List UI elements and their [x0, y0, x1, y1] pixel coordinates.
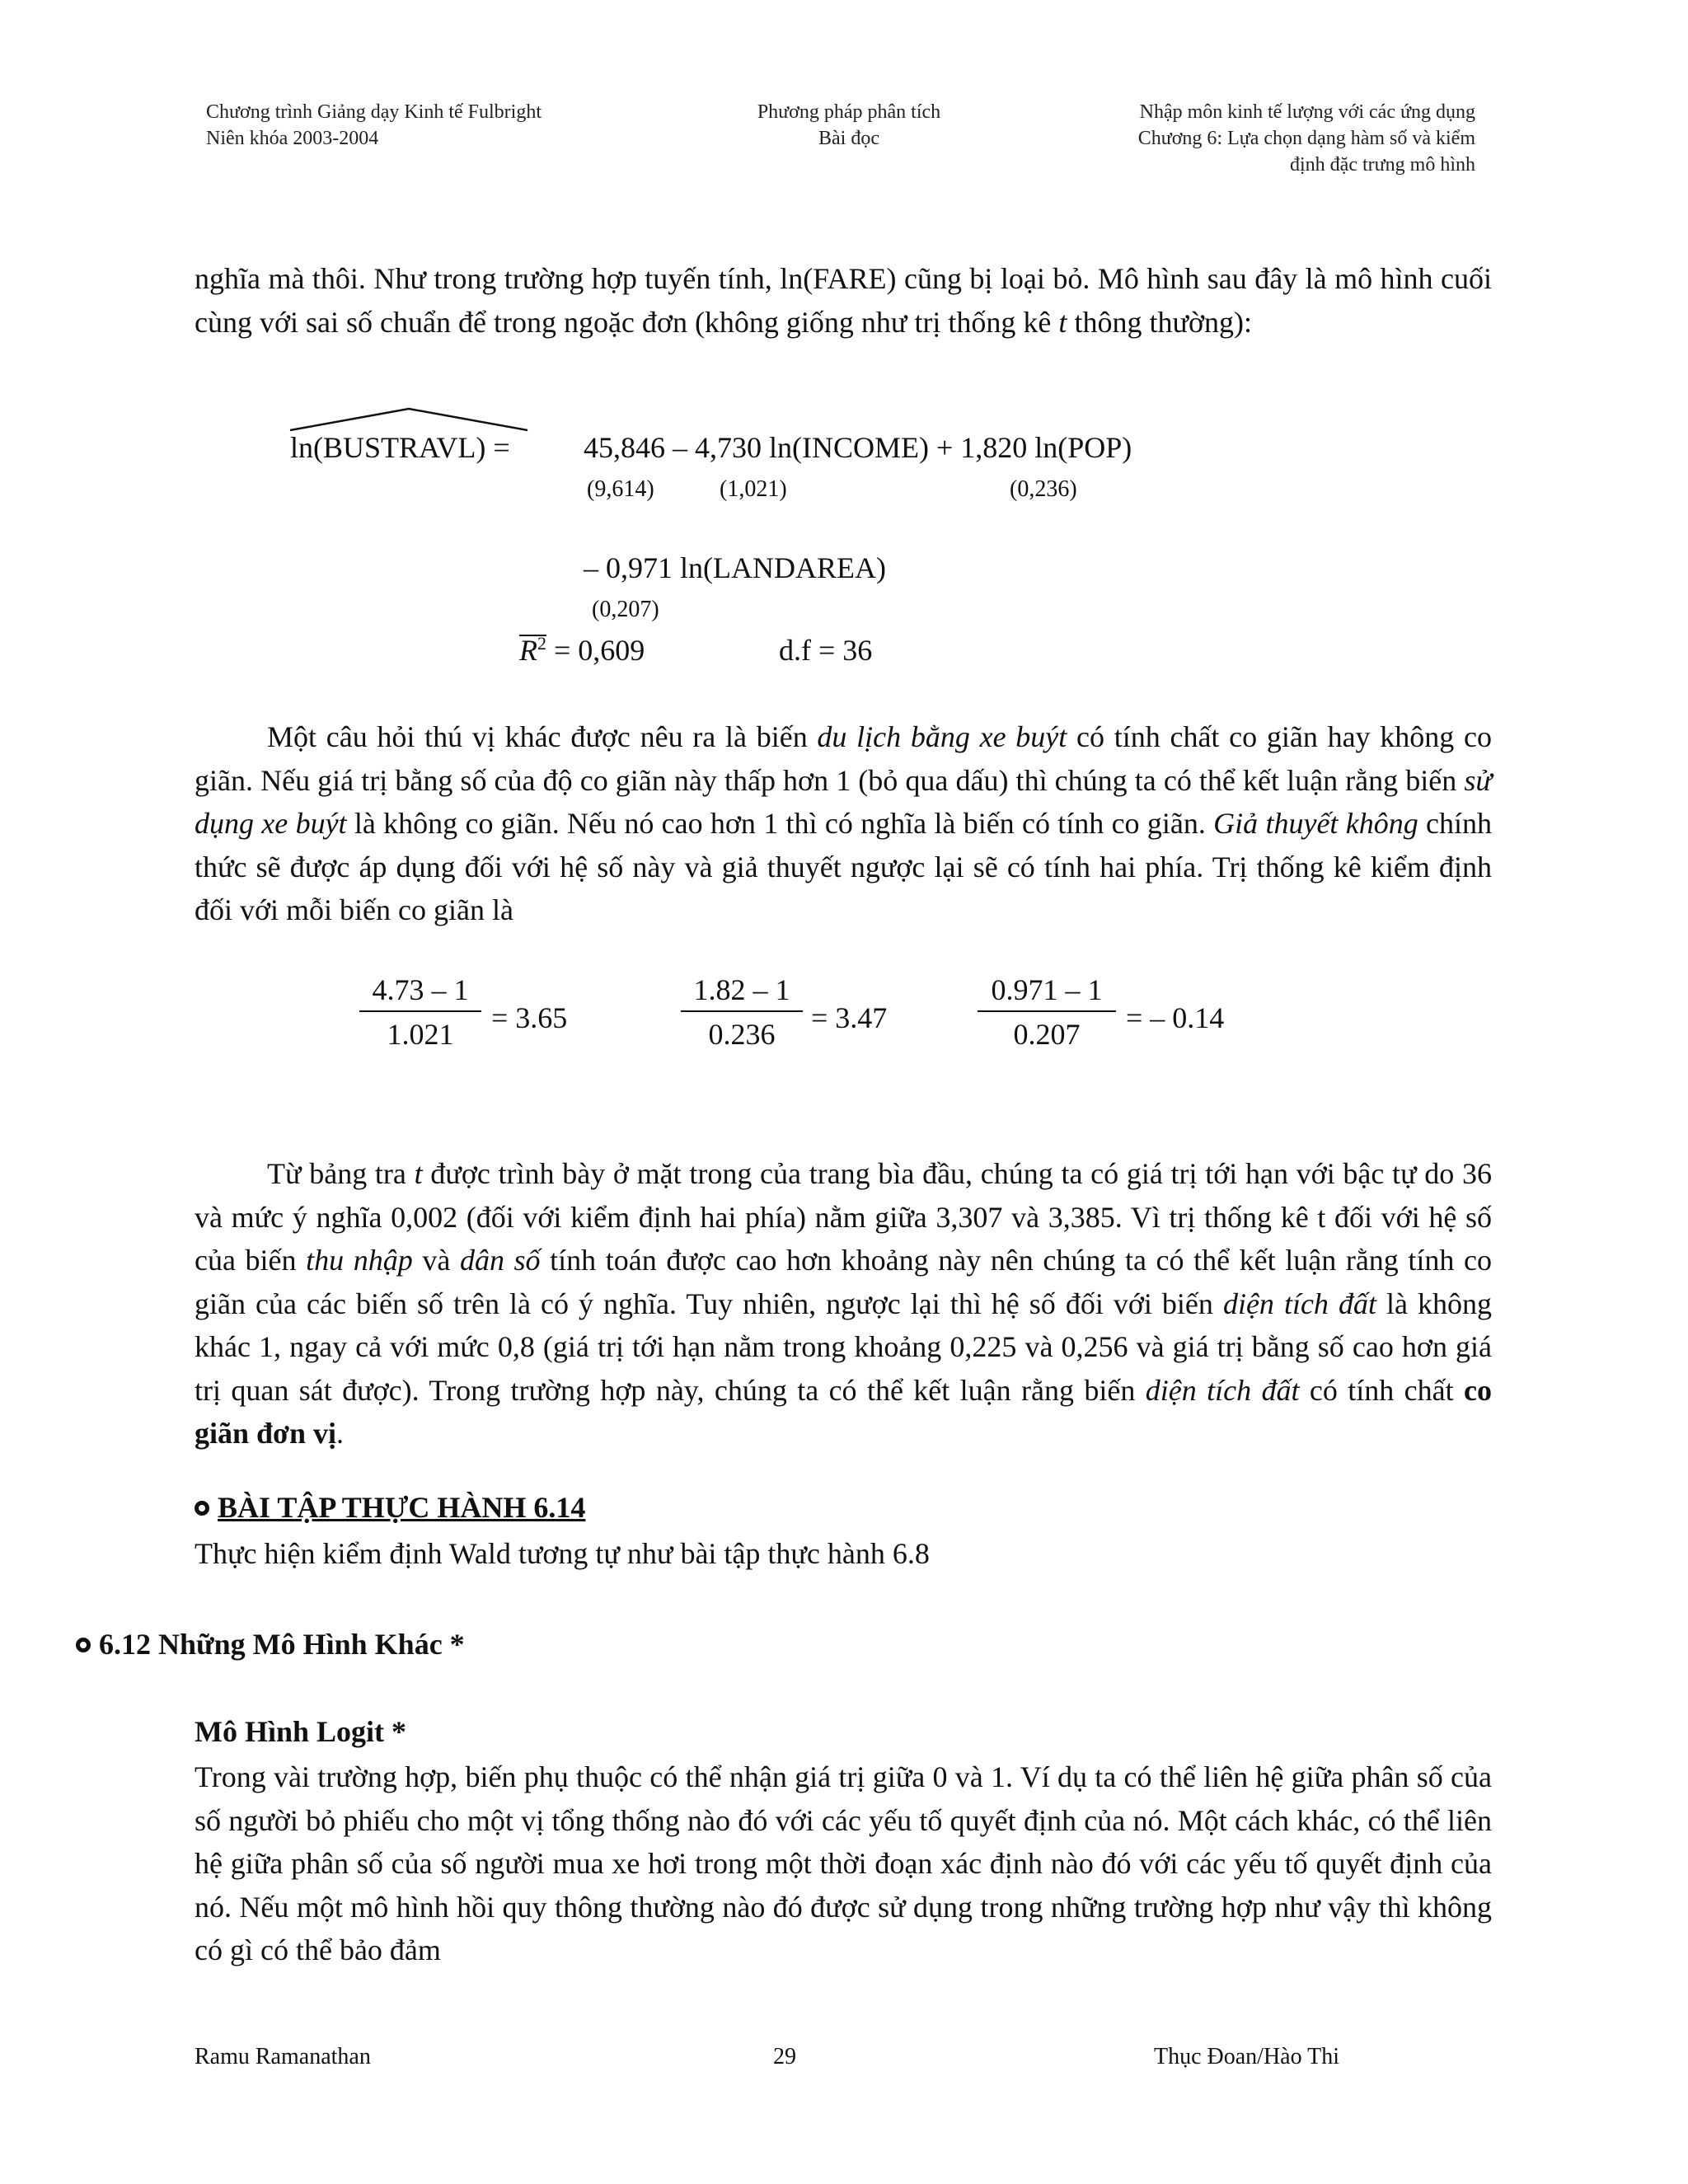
para2-c: có tính chất co giãn hay không co giãn. Nếu giá trị bằng số của độ co giãn này thấp hơn 1 (bỏ qua dấu) thì chúng ta có thể kết luận rằng biến [195, 720, 1492, 797]
fraction-bar [978, 1010, 1116, 1012]
fraction-income-result: = 3.65 [491, 1001, 568, 1034]
intro-paragraph [195, 257, 1492, 344]
footer-author: Ramu Ramanathan [195, 2044, 371, 2069]
bullet-icon [76, 1638, 91, 1652]
fraction-landarea-denominator: 0.207 [1013, 1018, 1081, 1051]
para3-d: thu nhập [306, 1244, 413, 1277]
critical-value-paragraph [195, 1152, 1492, 1455]
hat-symbol [288, 405, 529, 432]
equation-lhs: ln(BUSTRAVL) = [290, 431, 510, 464]
para2-a: Một câu hỏi thú vị khác được nêu ra là biến [267, 720, 818, 753]
equation-rhs-line1: 45,846 – 4,730 ln(INCOME) + 1,820 ln(POP) [584, 431, 1132, 464]
para2-e: là không co giãn. Nếu nó cao hơn 1 thì có nghĩa là biến có tính co giãn. [346, 807, 1214, 840]
section-heading [76, 1627, 465, 1661]
para3-b: t [414, 1157, 423, 1190]
intro-text-a: nghĩa mà thôi. Như trong trường hợp tuyến tính, ln(FARE) cũng bị loại bỏ. Mô hình sau đây là mô hình cuối cùng với sai số chuẩn để trong ngoặc đơn (không giống như trị thống kê [195, 262, 1492, 339]
fraction-pop-numerator: 1.82 – 1 [693, 973, 790, 1006]
header-year: Niên khóa 2003-2004 [206, 128, 379, 149]
fraction-landarea-numerator: 0.971 – 1 [991, 973, 1103, 1006]
para3-f: dân số [459, 1244, 541, 1277]
header-center [684, 99, 1014, 152]
header-chapter-cont: định đặc trưng mô hình [1290, 154, 1475, 176]
fraction-income [359, 972, 481, 1052]
para2-f: Giả thuyết không [1213, 807, 1418, 840]
se-landarea: (0,207) [592, 597, 659, 622]
para3-j: diện tích đất [1145, 1373, 1300, 1407]
logit-text: Trong vài trường hợp, biến phụ thuộc có thể nhận giá trị giữa 0 và 1. Ví dụ ta có thể liên hệ giữa phân số của số người bỏ phiếu cho một vị tổng thống nào đó với các yếu tố quyết định của nó. Một cách khác, có thể liên hệ giữa phân số của số người mua xe hơi trong một thời đoạn xác định nào đó với các yếu tố quyết định của nó. Nếu một mô hình hồi quy thông thường nào đó được sử dụng trong những trường hợp như vậy thì không có gì có thể bảo đảm [195, 1760, 1492, 1966]
se-income: (1,021) [720, 476, 787, 502]
intro-text-b: thông thường): [1067, 305, 1252, 339]
para3-a: Từ bảng tra [267, 1157, 415, 1190]
r2-exponent: 2 [537, 633, 546, 654]
section-title: 6.12 Những Mô Hình Khác * [99, 1628, 465, 1661]
para3-e: và [412, 1244, 460, 1277]
degrees-of-freedom: d.f = 36 [779, 634, 873, 667]
exercise-title: BÀI TẬP THỰC HÀNH 6.14 [218, 1491, 586, 1524]
page-number: 29 [773, 2044, 796, 2069]
fraction-landarea [978, 972, 1116, 1052]
r2-symbol: R [519, 634, 537, 667]
header-right [973, 99, 1475, 178]
header-left [206, 99, 542, 152]
para3-i: là không khác 1, ngay cả với mức 0,8 (giá trị tới hạn nằm trong khoảng 0,225 và 0,256 và giá trị bằng số cao hơn giá trị quan sát được). Trong trường hợp này, chúng ta có thể kết luận rằng biến [195, 1286, 1493, 1407]
header-course: Nhập môn kinh tế lượng với các ứng dụng [1139, 101, 1475, 123]
fraction-pop [681, 972, 803, 1052]
exercise-heading [195, 1490, 585, 1525]
r2-line [519, 633, 645, 668]
header-doc-type: Bài đọc [818, 128, 879, 149]
intro-text-t: t [1058, 305, 1067, 339]
para3-m: . [336, 1417, 345, 1450]
fraction-landarea-result: = – 0.14 [1126, 1001, 1225, 1034]
fraction-pop-result: = 3.47 [811, 1001, 888, 1034]
exercise-text: Thực hiện kiểm định Wald tương tự như bài tập thực hành 6.8 [195, 1537, 930, 1570]
header-chapter: Chương 6: Lựa chọn dạng hàm số và kiểm [1137, 128, 1475, 149]
para3-c: được trình bày ở mặt trong của trang bìa đầu, chúng ta có giá trị tới hạn với bậc tự do 36 và mức ý nghĩa 0,002 (đối với kiểm định hai phía) nằm giữa 3,307 và 3,385. Vì trị thống kê t đối với hệ số của biến [195, 1157, 1492, 1277]
para3-g: tính toán được cao hơn khoảng này nên chúng ta có thể kết luận rằng tính co giãn của các biến số trên là có ý nghĩa. Tuy nhiên, ngược lại thì hệ số đối với biến [195, 1244, 1492, 1320]
para3-h: diện tích đất [1222, 1286, 1376, 1320]
logit-title: Mô Hình Logit * [195, 1715, 407, 1748]
bullet-icon [195, 1501, 209, 1516]
logit-paragraph [195, 1755, 1492, 1972]
header-subject: Phương pháp phân tích [757, 101, 941, 123]
r2-value: = 0,609 [554, 634, 645, 667]
fraction-bar [359, 1010, 481, 1012]
fraction-bar [681, 1010, 803, 1012]
para3-k: có tính chất [1299, 1373, 1465, 1407]
fraction-pop-denominator: 0.236 [708, 1018, 776, 1051]
se-intercept: (9,614) [587, 476, 654, 502]
equation-rhs-line2: – 0,971 ln(LANDAREA) [584, 551, 886, 584]
para2-d: sử dụng xe buýt [195, 763, 1492, 840]
fraction-income-denominator: 1.021 [387, 1018, 454, 1051]
para2-b: du lịch bằng xe buýt [817, 720, 1067, 753]
header-program: Chương trình Giảng dạy Kinh tế Fulbright [206, 101, 542, 123]
elasticity-paragraph [195, 715, 1492, 932]
fraction-income-numerator: 4.73 – 1 [372, 973, 469, 1006]
para2-g: chính thức sẽ được áp dụng đối với hệ số này và giả thuyết ngược lại sẽ có tính hai phía. Trị thống kê kiểm định đối với mỗi biến co giãn là [195, 807, 1493, 926]
se-pop: (0,236) [1010, 476, 1077, 502]
footer-translators: Thục Đoan/Hào Thi [1154, 2044, 1339, 2069]
para3-l: co giãn đơn vị [195, 1373, 1492, 1450]
